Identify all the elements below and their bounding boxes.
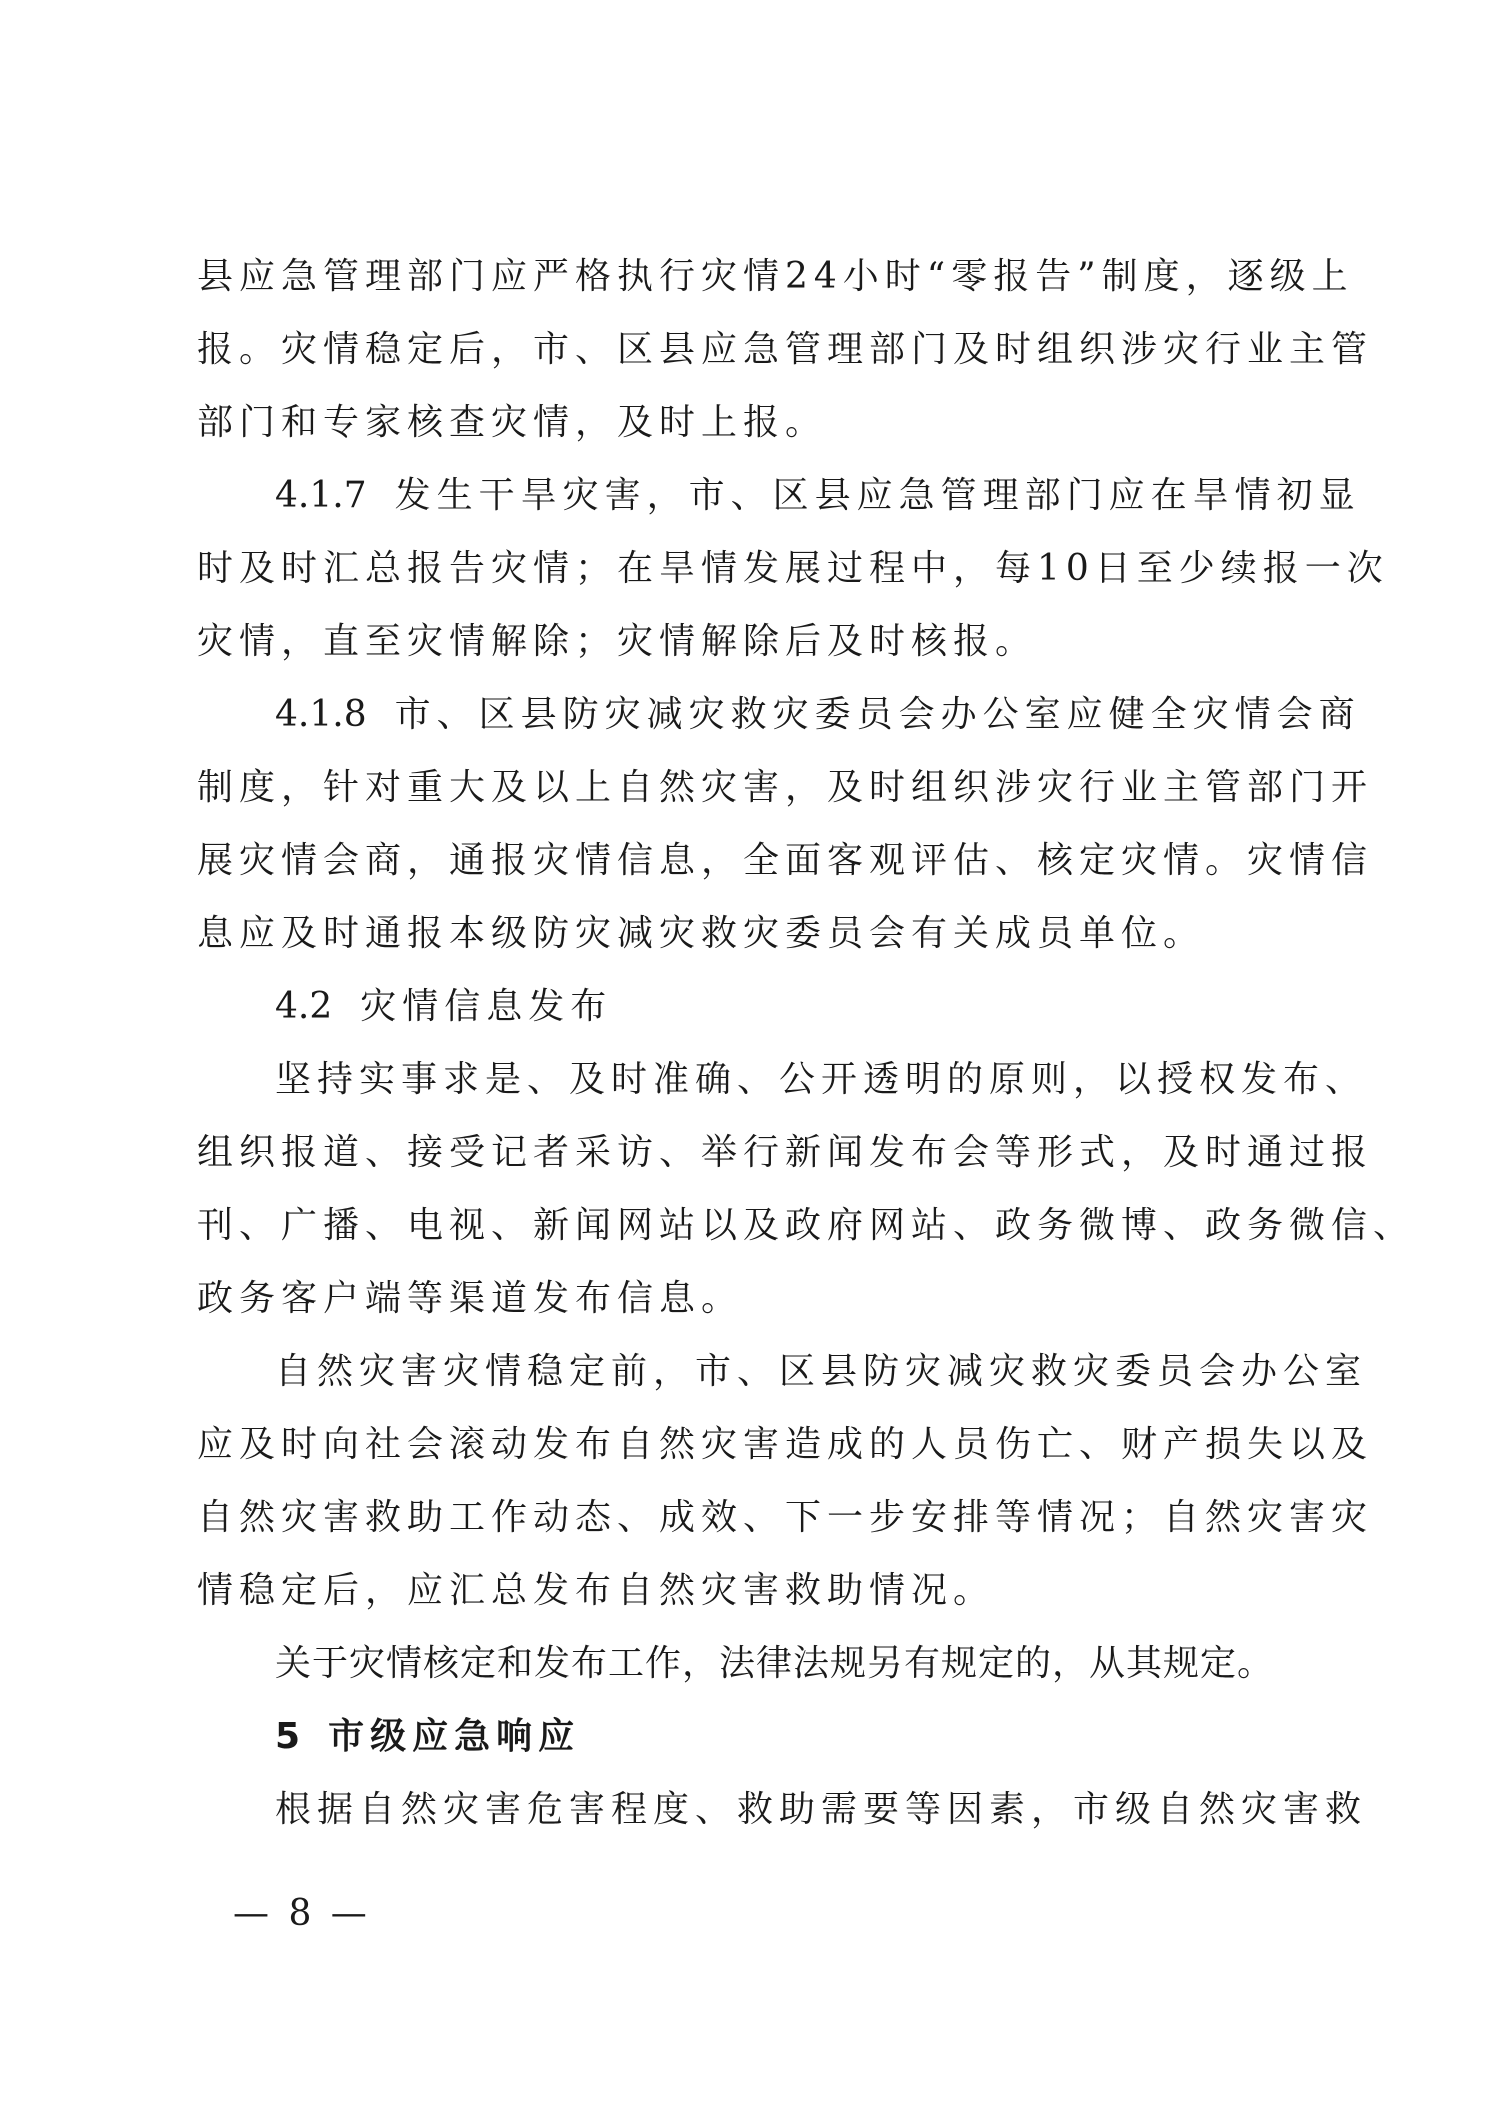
text-line: 组织报道、接受记者采访、举行新闻发布会等形式，及时通过报 [197,1132,1374,1173]
section-title: 市级应急响应 [328,1716,581,1757]
text-line: 自然灾害灾情稳定前，市、区县防灾减灾救灾委员会办公室 [275,1351,1368,1392]
section-number: 5 [275,1716,301,1757]
section-number: 4.1.7 [275,475,367,516]
text-line: 发生干旱灾害，市、区县应急管理部门应在旱情初显 [394,475,1361,516]
text-line: 政务客户端等渠道发布信息。 [197,1278,744,1319]
paragraph-legal-note [197,1627,1297,1700]
text-line: 报。灾情稳定后，市、区县应急管理部门及时组织涉灾行业主管 [197,329,1374,370]
text-line: 灾情，直至灾情解除；灾情解除后及时核报。 [197,621,1038,662]
text-line: 息应及时通报本级防灾减灾救灾委员会有关成员单位。 [197,913,1206,954]
paragraph-before-stable [197,1335,1374,1627]
text-line: 刊、广播、电视、新闻网站以及政府网站、政务微博、政务微信、 [197,1205,1416,1246]
text-line: 情稳定后，应汇总发布自然灾害救助情况。 [197,1570,996,1611]
text-line: 部门和专家核查灾情，及时上报。 [197,402,828,443]
text-line: 根据自然灾害危害程度、救助需要等因素，市级自然灾害救 [275,1789,1368,1830]
heading-5 [197,1700,1297,1773]
text-line: 制度，针对重大及以上自然灾害，及时组织涉灾行业主管部门开 [197,767,1374,808]
text-line: 应及时向社会滚动发布自然灾害造成的人员伤亡、财产损失以及 [197,1424,1374,1465]
paragraph-4-1-6-continued [197,240,1374,459]
section-number: 4.1.8 [275,694,367,735]
text-line: 市、区县防灾减灾救灾委员会办公室应健全灾情会商 [394,694,1361,735]
page-number: — 8 — [233,1893,371,1934]
text-line: 关于灾情核定和发布工作，法律法规另有规定的，从其规定。 [275,1643,1275,1684]
text-line: 坚持实事求是、及时准确、公开透明的原则，以授权发布、 [275,1059,1368,1100]
section-number: 4.2 [275,986,333,1027]
paragraph-4-1-7 [197,459,1389,678]
text-line: 展灾情会商，通报灾情信息，全面客观评估、核定灾情。灾情信 [197,840,1374,881]
text-line: 自然灾害救助工作动态、成效、下一步安排等情况；自然灾害灾 [197,1497,1374,1538]
section-title: 灾情信息发布 [360,986,613,1027]
text-line: 时及时汇总报告灾情；在旱情发展过程中，每10日至少续报一次 [197,548,1389,589]
document-body [197,240,1416,1846]
paragraph-principles [197,1043,1416,1335]
heading-4-2 [197,970,1297,1043]
paragraph-4-1-8 [197,678,1374,970]
text-line: 县应急管理部门应严格执行灾情24小时“零报告”制度，逐级上 [197,256,1354,297]
paragraph-5-intro [197,1773,1368,1846]
